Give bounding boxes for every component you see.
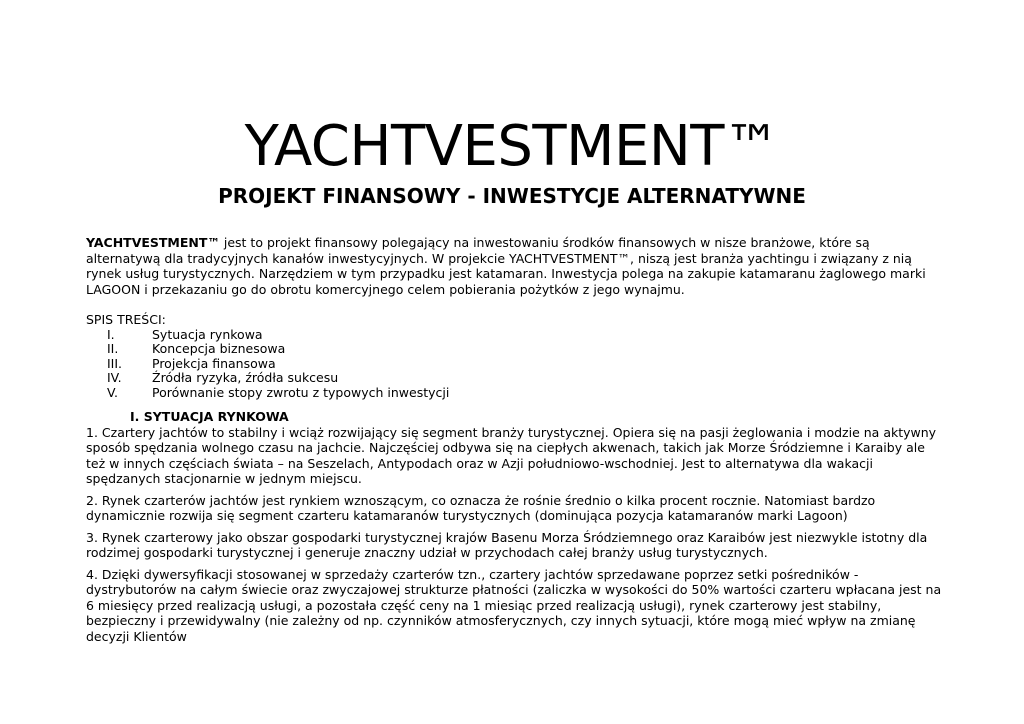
section-paragraph: 4. Dzięki dywersyfikacji stosowanej w sprzedaży czarterów tzn., czartery jachtów sprzedawane poprzez setki pośredników - dystrybutorów na całym świecie oraz zwyczajowej strukturze płatności (zaliczka w wysokości do 50% wartości czarteru wpłacana jest na 6 miesięcy przed realizacją usługi, a pozostała część ceny na 1 miesiąc przed realizacją usługi), rynek czarterowy jest stabilny, bezpieczny i przewidywalny (nie zależny od np. czynników atmosferycznych, czy innych sytuacji, które mogą mieć wpływ na zmianę decyzji Klientów (86, 566, 942, 644)
toc-item (86, 328, 946, 343)
section-paragraph: 3. Rynek czarterowy jako obszar gospodarki turystycznej krajów Basenu Morza Śródziemnego oraz Karaibów jest niezwykle istotny dla rodzimej gospodarki turystycznej i generuje znaczny udział w przychodach całej branży usług turystycznych. (86, 529, 928, 561)
toc-item-label: Źródła ryzyka, źródła sukcesu (152, 370, 339, 386)
toc-item-label: Sytuacja rynkowa (152, 326, 263, 342)
intro-paragraph (86, 235, 946, 297)
document-body (86, 235, 946, 650)
intro-brand: YACHTVESTMENT™ (86, 235, 220, 250)
toc-heading: SPIS TREŚCI: (86, 312, 166, 327)
document-subtitle: PROJEKT FINANSOWY - INWESTYCJE ALTERNATYWNE (218, 184, 806, 208)
section-paragraph: 1. Czartery jachtów to stabilny i wciąż rozwijający się segment branży turystycznej. Opiera się na pasji żeglowania i modzie na aktywny sposób spędzania wolnego czasu na jachcie. Najczęściej odbywa się na ciepłych akwenach, takich jak Morze Śródziemne i Karaiby ale też w innych częściach świata – na Seszelach, Antypodach oraz w Azji południowo-wschodniej. Jest to alternatywa dla wakacji spędzanych stacjonarnie w jednym miejscu. (86, 424, 937, 487)
toc-item-number: I. (107, 326, 115, 342)
toc-item-label: Porównanie stopy zwrotu z typowych inwestycji (152, 384, 450, 400)
toc-item-number: IV. (107, 370, 122, 386)
toc-item (86, 371, 946, 386)
section-heading: I. SYTUACJA RYNKOWA (130, 409, 289, 425)
toc-item-number: III. (107, 355, 123, 371)
table-of-contents (86, 328, 946, 401)
toc-item-number: V. (107, 384, 118, 400)
section-paragraph: 2. Rynek czarterów jachtów jest rynkiem wznoszącym, co oznacza że rośnie średnio o kilka procent rocznie. Natomiast bardzo dynamicznie rozwija się segment czarteru katamaranów turystycznych (dominująca pozycja katamaranów marki Lagoon) (86, 492, 876, 524)
toc-item-label: Projekcja finansowa (152, 355, 276, 371)
toc-item-number: II. (107, 341, 119, 357)
document-title: YACHTVESTMENT™ (244, 114, 780, 179)
toc-item-label: Koncepcja biznesowa (152, 341, 286, 357)
toc-item (86, 386, 946, 401)
toc-item (86, 357, 946, 372)
intro-text: jest to projekt finansowy polegający na inwestowaniu środków finansowych w nisze branżowe, które są alternatywą dla tradycyjnych kanałów inwestycyjnych. W projekcie YACHTVESTMENT™, niszą jest branża yachtingu i związany z nią rynek usług turystycznych. Narzędziem w tym przypadku jest katamaran. Inwestycja polega na zakupie katamaranu żaglowego marki LAGOON i przekazaniu go do obrotu komercyjnego celem pobierania pożytków z jego wynajmu. (86, 235, 926, 297)
toc-item (86, 342, 946, 357)
